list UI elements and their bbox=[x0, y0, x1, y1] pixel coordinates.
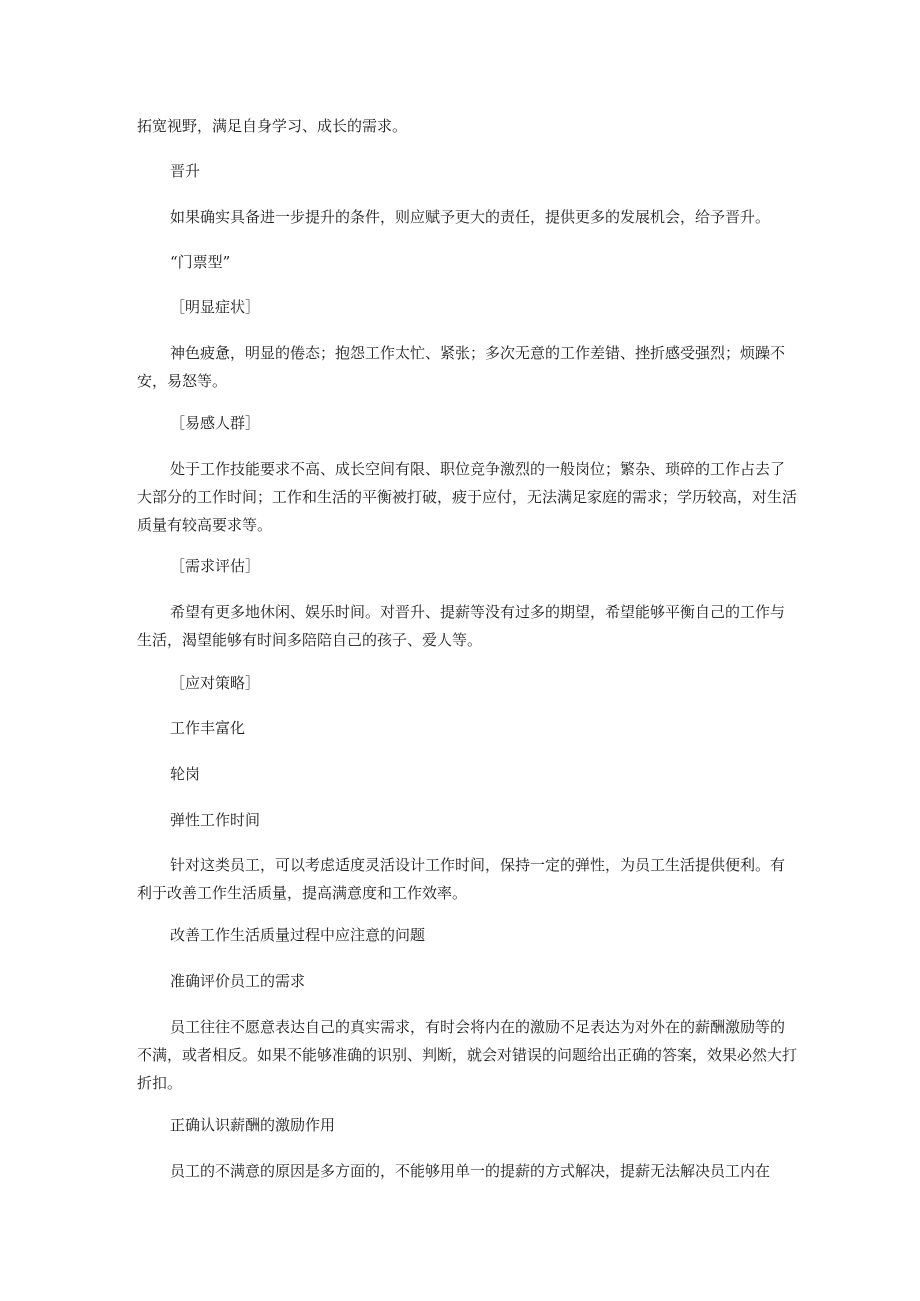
paragraph-promotion: 如果确实具备进一步提升的条件，则应赋予更大的责任，提供更多的发展机会，给予晋升。 bbox=[170, 208, 771, 226]
heading-pay-incentive: 正确认识薪酬的激励作用 bbox=[170, 1116, 336, 1134]
paragraph-flexible-hours: 针对这类员工，可以考虑适度灵活设计工作时间，保持一定的弹性，为员工生活提供便利。有利于改善工作生活质量，提高满意度和工作效率。 bbox=[137, 856, 786, 902]
heading-flexible-hours: 弹性工作时间 bbox=[170, 811, 261, 829]
paragraph-evaluate-needs: 员工往往不愿意表达自己的真实需求，有时会将内在的激励不足表达为对外在的薪酬激励等的不满，或者相反。如果不能够准确的识别、判断，就会对错误的问题给出正确的答案，效果必然大打折扣。 bbox=[137, 1018, 798, 1092]
paragraph-susceptible-group: 处于工作技能要求不高、成长空间有限、职位竞争激烈的一般岗位；繁杂、琐碎的工作占去了大部分的工作时间；工作和生活的平衡被打破，疲于应付，无法满足家庭的需求；学历较高，对生活质量有较高要求等。 bbox=[137, 460, 798, 534]
paragraph-symptoms: 神色疲惫，明显的倦态；抱怨工作太忙、紧张；多次无意的工作差错、挫折感受强烈；烦躁不安，易怒等。 bbox=[137, 344, 786, 390]
paragraph-needs-assessment: 希望有更多地休闲、娱乐时间。对晋升、提薪等没有过多的期望，希望能够平衡自己的工作与生活，渴望能够有时间多陪陪自己的孩子、爱人等。 bbox=[137, 603, 786, 649]
paragraph-pay-incentive: 员工的不满意的原因是多方面的，不能够用单一的提薪的方式解决，提薪无法解决员工内在 bbox=[170, 1162, 771, 1180]
heading-needs-assessment: ［需求评估］ bbox=[170, 557, 261, 575]
heading-issues: 改善工作生活质量过程中应注意的问题 bbox=[170, 926, 426, 944]
heading-job-enrichment: 工作丰富化 bbox=[170, 719, 246, 737]
paragraph-continuation: 拓宽视野，满足自身学习、成长的需求。 bbox=[137, 117, 408, 135]
heading-strategies: ［应对策略］ bbox=[170, 674, 261, 692]
heading-ticket-type: “门票型” bbox=[170, 253, 231, 271]
heading-symptoms: ［明显症状］ bbox=[170, 298, 261, 316]
heading-evaluate-needs: 准确评价员工的需求 bbox=[170, 972, 306, 990]
heading-susceptible-group: ［易感人群］ bbox=[170, 414, 261, 432]
heading-promotion: 晋升 bbox=[170, 162, 201, 180]
heading-job-rotation: 轮岗 bbox=[170, 765, 201, 783]
